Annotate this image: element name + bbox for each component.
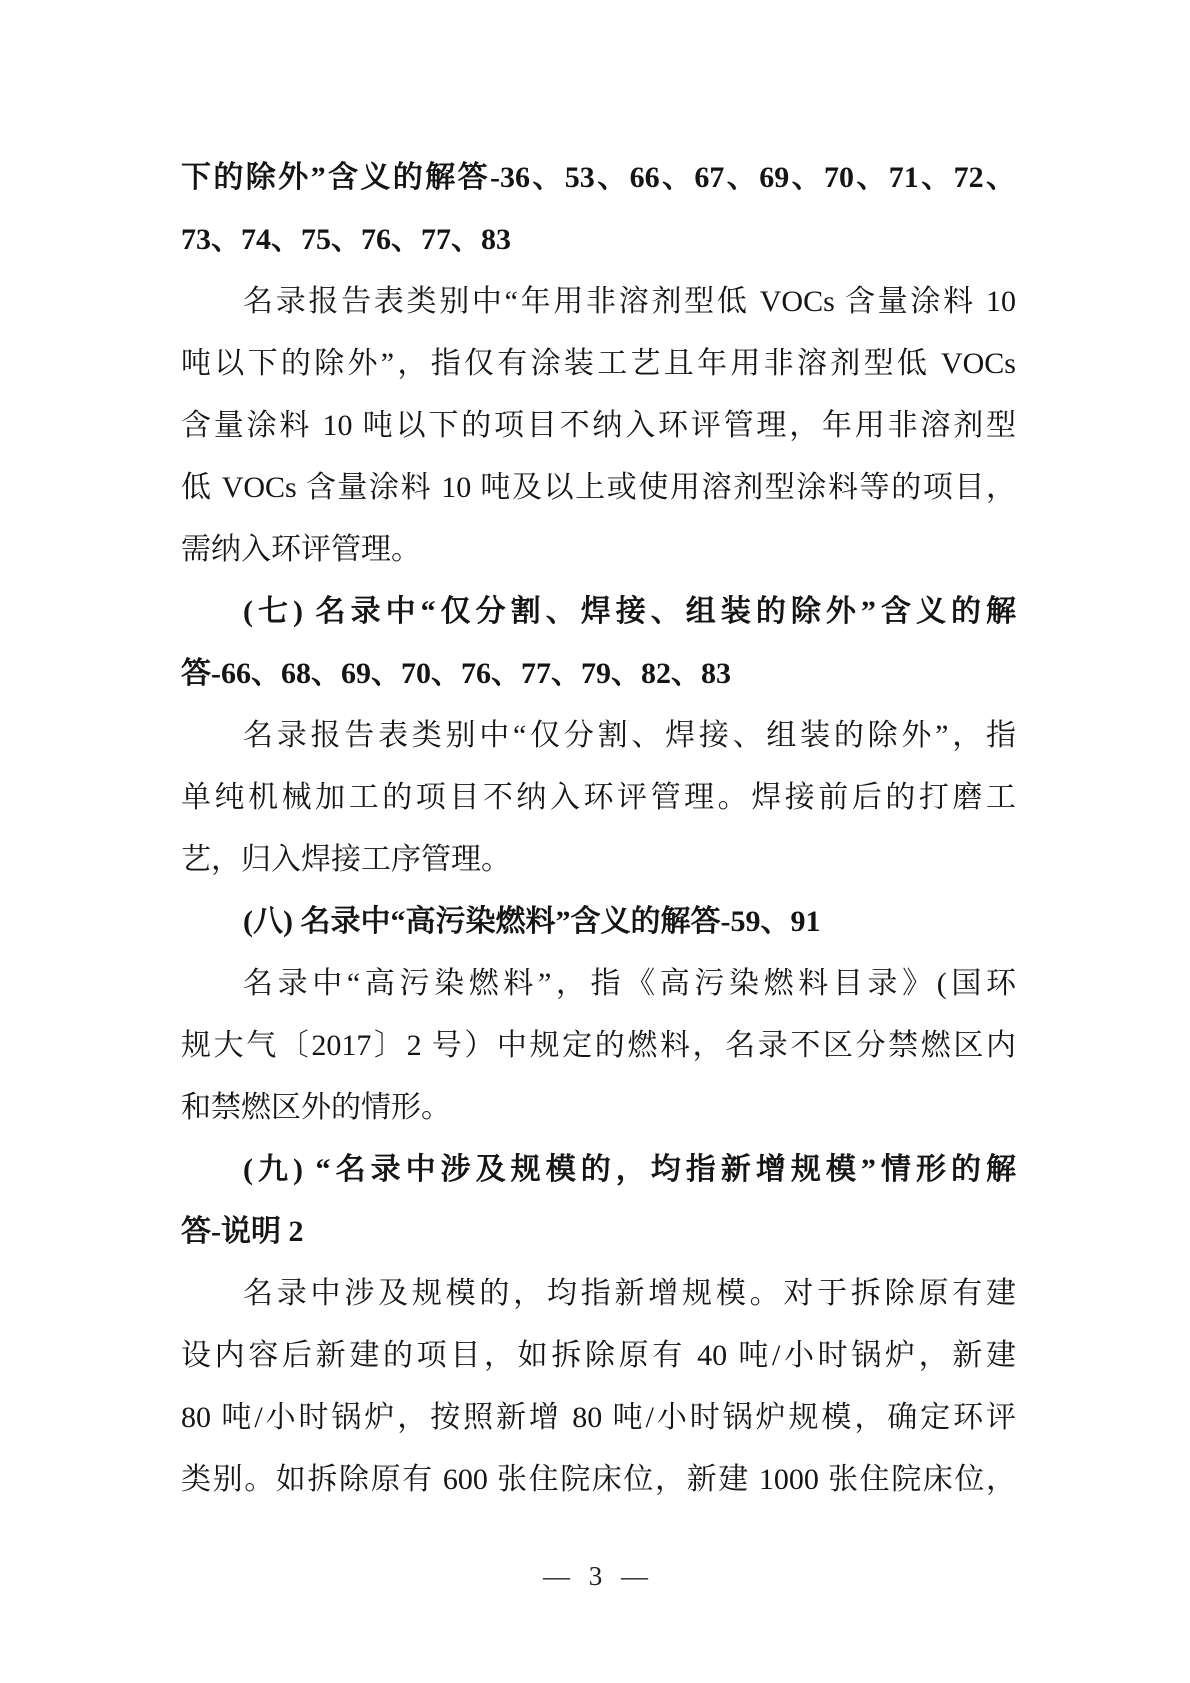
body-line: 需纳入环评管理。 [181, 533, 421, 566]
body-line: 和禁燃区外的情形。 [181, 1091, 451, 1124]
page-number: — 3 — [543, 1561, 654, 1591]
body-line: 80 吨/小时锅炉，按照新增 80 吨/小时锅炉规模，确定环评 [181, 1401, 1016, 1434]
body-line: 名录中“高污染燃料”，指《高污染燃料目录》(国环 [243, 967, 1016, 1000]
heading-line-item7: 答-66、68、69、70、76、77、79、82、83 [181, 657, 731, 690]
heading-continuation-line: 下的除外”含义的解答-36、53、66、67、69、70、71、72、 [181, 161, 1016, 194]
heading-continuation-line: 73、74、75、76、77、83 [181, 223, 511, 256]
body-line: 低 VOCs 含量涂料 10 吨及以上或使用溶剂型涂料等的项目， [181, 471, 1016, 504]
body-line: 吨以下的除外”，指仅有涂装工艺且年用非溶剂型低 VOCs [181, 347, 1016, 380]
heading-line-item7: (七) 名录中“仅分割、焊接、组装的除外”含义的解 [243, 595, 1016, 628]
heading-line-item8: (八) 名录中“高污染燃料”含义的解答-59、91 [243, 905, 821, 938]
body-line: 名录中涉及规模的，均指新增规模。对于拆除原有建 [243, 1277, 1016, 1310]
body-line: 类别。如拆除原有 600 张住院床位，新建 1000 张住院床位， [181, 1463, 1016, 1496]
heading-line-item9: 答-说明 2 [181, 1215, 304, 1248]
body-line: 名录报告表类别中“仅分割、焊接、组装的除外”，指 [243, 719, 1016, 752]
body-line: 含量涂料 10 吨以下的项目不纳入环评管理，年用非溶剂型 [181, 409, 1016, 442]
body-line: 设内容后新建的项目，如拆除原有 40 吨/小时锅炉，新建 [181, 1339, 1016, 1372]
body-line: 单纯机械加工的项目不纳入环评管理。焊接前后的打磨工 [181, 781, 1016, 814]
heading-line-item9: (九) “名录中涉及规模的，均指新增规模”情形的解 [243, 1153, 1016, 1186]
body-line: 规大气〔2017〕2 号）中规定的燃料，名录不区分禁燃区内 [181, 1029, 1016, 1062]
body-line: 艺，归入焊接工序管理。 [181, 843, 511, 876]
body-line: 名录报告表类别中“年用非溶剂型低 VOCs 含量涂料 10 [243, 285, 1016, 318]
